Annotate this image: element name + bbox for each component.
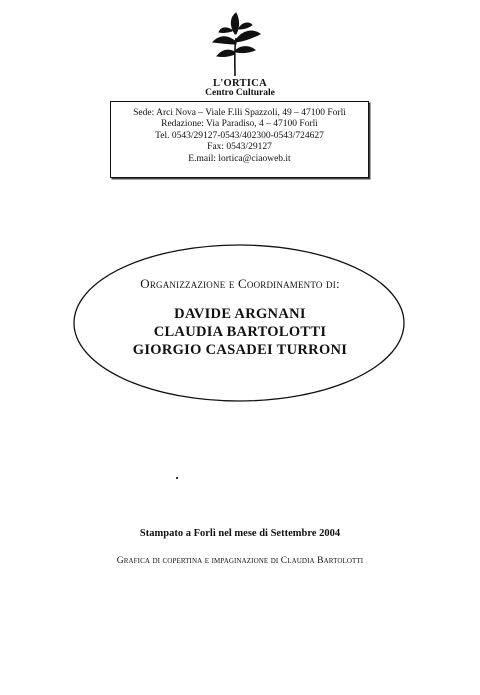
contact-fax: Fax: 0543/29127 <box>207 142 272 153</box>
coordinator-name: CLAUDIA BARTOLOTTI <box>153 324 327 340</box>
coordinator-name: GIORGIO CASADEI TURRONI <box>132 342 348 358</box>
scan-speck <box>176 477 178 479</box>
contact-tel: Tel. 0543/29127-0543/402300-0543/724627 <box>155 130 324 141</box>
coordinator-name: DAVIDE ARGNANI <box>174 306 306 322</box>
printing-note: Stampato a Forlì nel mese di Settembre 2004 <box>139 528 341 539</box>
coordination-title: Organizzazione e Coordinamento di: <box>140 276 340 291</box>
contact-redazione: Redazione: Via Paradiso, 4 – 47100 Forlì <box>161 119 318 130</box>
contact-sede: Sede: Arci Nova – Viale F.lli Spazzoli, 49 – 47100 Forlì <box>133 108 346 118</box>
org-name: L'ORTICA <box>213 78 267 89</box>
contact-email: E.mail: lortica@ciaoweb.it <box>188 153 291 164</box>
org-subtitle: Centro Culturale <box>205 88 275 98</box>
graphics-credits: Grafica di copertina e impaginazione di Claudia Bartolotti <box>116 556 364 566</box>
